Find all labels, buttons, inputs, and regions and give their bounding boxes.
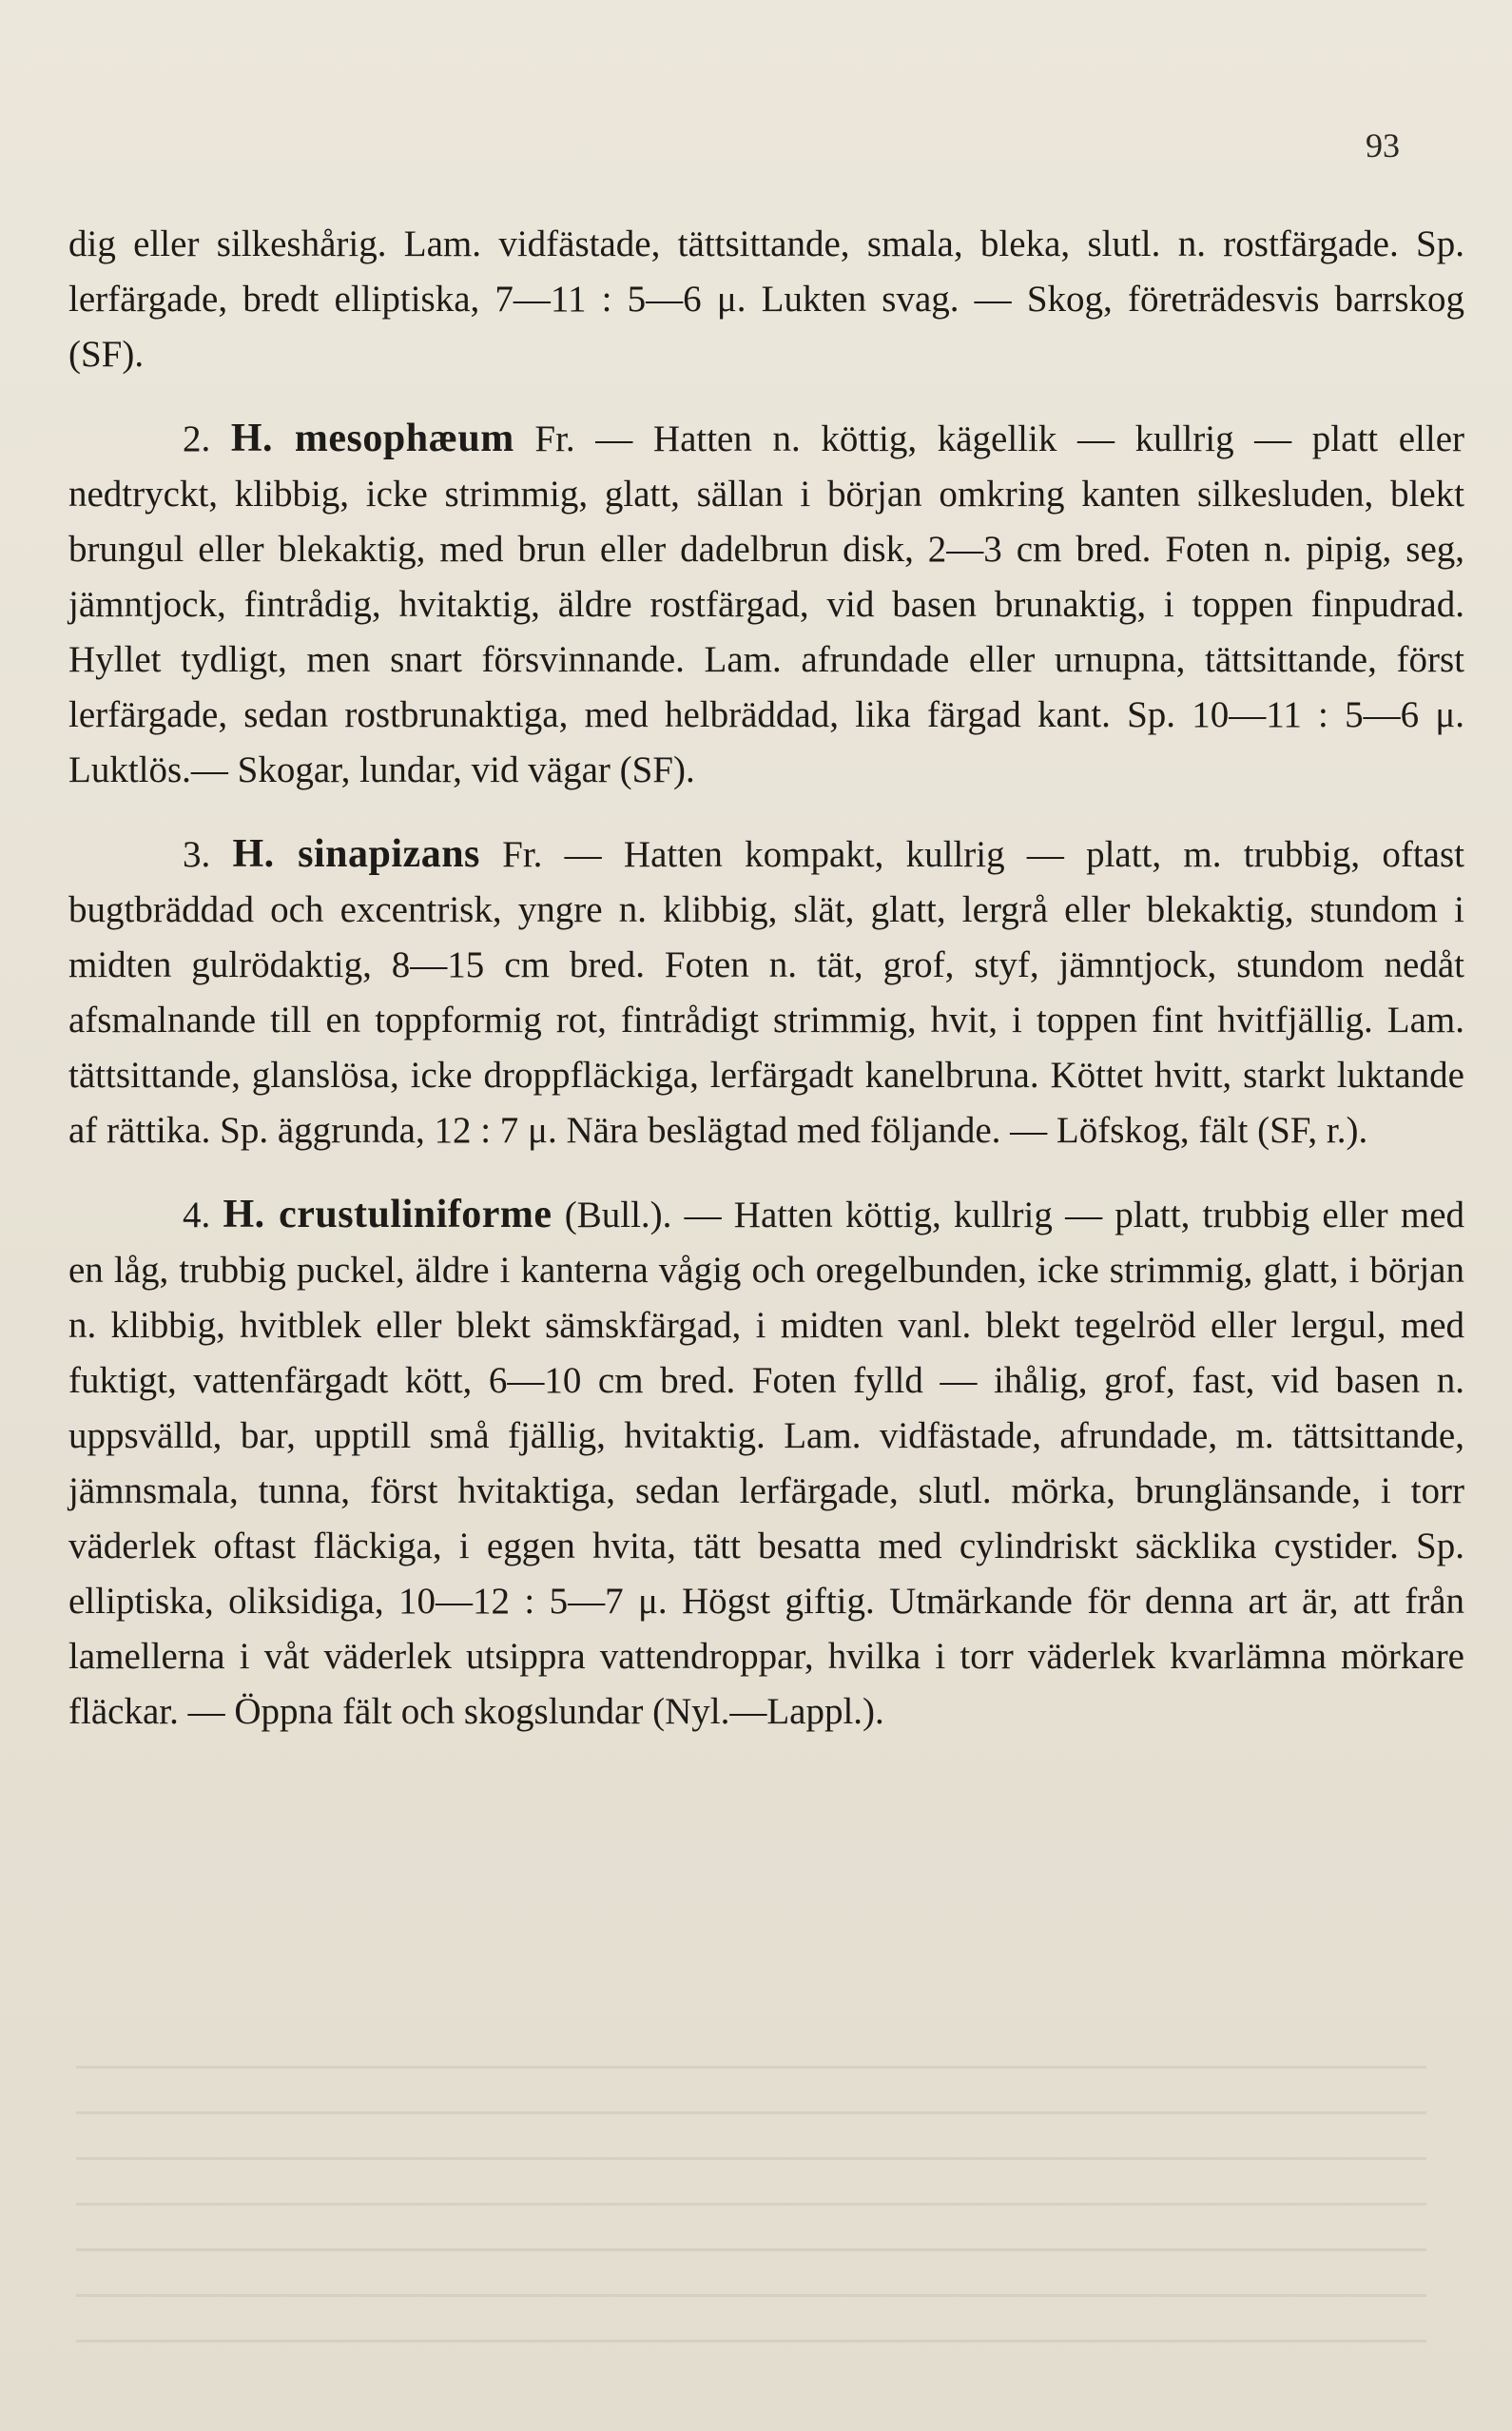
species-entry-crustuliniforme bbox=[68, 1187, 1464, 1740]
entry-number: 3. bbox=[183, 834, 211, 875]
show-through-bleed bbox=[76, 2045, 1426, 2359]
entry-text: (Bull.). — Hatten köttig, kullrig — platt, trubbig eller med en låg, trubbig puckel, äldre i kanterna vågig och oregelbunden, icke strimmig, glatt, i början n. klibbig, hvitblek eller blekt sämskfärgad, i midten vanl. blekt tegelröd eller lergul, med fuktigt, vattenfärgadt kött, 6—10 cm bred. Foten fylld — ihålig, grof, fast, vid basen n. uppsvälld, bar, upptill små fjällig, hvitaktig. Lam. vidfästade, afrundade, m. tättsittande, jämnsmala, tunna, först hvitaktiga, sedan lerfärgade, slutl. mörka, brunglänsande, i torr väderlek oftast fläckiga, i eggen hvita, tätt besatta med cylindriskt säcklika cystider. Sp. elliptiska, oliksidiga, 10—12 : 5—7 μ. Högst giftig. Utmärkande för denna art är, att från lamellerna i våt väderlek utsippra vattendroppar, hvilka i torr väderlek kvarlämna mörkare fläckar. — Öppna fält och skogslundar (Nyl.—Lappl.). bbox=[68, 1195, 1465, 1732]
entry-number: 4. bbox=[183, 1195, 211, 1235]
species-name: H. crustuliniforme bbox=[223, 1193, 552, 1236]
entry-number: 2. bbox=[183, 418, 211, 459]
page-number: 93 bbox=[1366, 126, 1400, 165]
text-body bbox=[68, 217, 1464, 1740]
species-entry-mesophaeum bbox=[68, 411, 1464, 798]
entry-text: Fr. — Hatten kompakt, kullrig — platt, m. trubbig, oftast bugtbräddad och excentrisk, yngre n. klibbig, slät, glatt, lergrå eller blekaktig, stundom i midten gulrödaktig, 8—15 cm bred. Foten n. tät, grof, styf, jämntjock, stundom nedåt afsmalnande till en toppformig rot, fintrådigt strimmig, hvit, i toppen fint hvitfjällig. Lam. tättsittande, glanslösa, icke droppfläckiga, lerfärgadt kanelbruna. Köttet hvitt, starkt luktande af rättika. Sp. äggrunda, 12 : 7 μ. Nära beslägtad med följande. — Löfskog, fält (SF, r.). bbox=[68, 834, 1464, 1151]
paragraph-text: dig eller silkeshårig. Lam. vidfästade, tättsittande, smala, bleka, slutl. n. rostfärgade. Sp. lerfärgade, bredt elliptiska, 7—11 : 5—6 μ. Lukten svag. — Skog, företrädesvis barrskog (SF). bbox=[68, 224, 1464, 375]
continuation-paragraph bbox=[68, 217, 1464, 382]
species-entry-sinapizans bbox=[68, 827, 1464, 1158]
entry-text: Fr. — Hatten n. köttig, kägellik — kullrig — platt eller nedtryckt, klibbig, icke strimmig, glatt, sällan i början omkring kanten silkesluden, blekt brungul eller blekaktig, med brun eller dadelbrun disk, 2—3 cm bred. Foten n. pipig, seg, jämntjock, fintrådig, hvitaktig, äldre rostfärgad, vid basen brunaktig, i toppen finpudrad. Hyllet tydligt, men snart försvinnande. Lam. afrundade eller urnupna, tättsittande, först lerfärgade, sedan rostbrunaktiga, med helbräddad, lika färgad kant. Sp. 10—11 : 5—6 μ. Luktlös.— Skogar, lundar, vid vägar (SF). bbox=[68, 418, 1465, 790]
species-name: H. mesophæum bbox=[230, 417, 514, 460]
species-name: H. sinapizans bbox=[232, 832, 480, 876]
